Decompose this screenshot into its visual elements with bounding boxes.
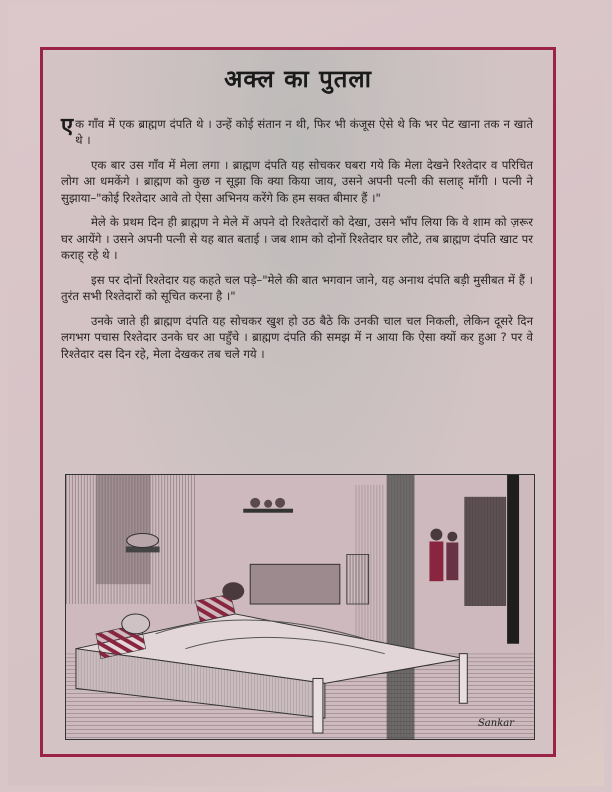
- pot-icon: [275, 498, 285, 508]
- chair: [347, 554, 369, 604]
- story-title: अक्ल का पुतला: [224, 65, 372, 93]
- trunk: [250, 564, 340, 604]
- visitor-figure: [446, 542, 458, 580]
- sleeping-man: [122, 614, 150, 634]
- drop-cap: ए: [61, 114, 74, 139]
- paragraph-3: मेले के प्रथम दिन ही ब्राह्मण ने मेले में अपने दो रिश्तेदारों को देखा, उसने भाँप लिया कि वे शाम को ज़रूर घर आयेंगे । उसने अपनी पत्नी से यह बात बताई । जब शाम को दोनों रिश्तेदार घर लौटे, तब ब्राह्मण दंपति खाट पर कराह् रहे थे ।: [61, 215, 533, 263]
- far-pillar: [507, 475, 519, 644]
- sleeping-woman: [222, 582, 244, 600]
- bedroom-scene-drawing: [66, 475, 534, 739]
- wall-shelf: [243, 509, 293, 513]
- doorway-left: [96, 475, 151, 584]
- paragraph-1: [61, 116, 533, 149]
- bed-leg: [459, 654, 467, 704]
- pot-icon: [264, 500, 272, 508]
- story-body: [61, 116, 533, 370]
- story-frame: [40, 47, 556, 757]
- bundle: [127, 534, 159, 548]
- visitor-figure: [430, 529, 442, 541]
- paragraph-2: एक बार उस गाँव में मेला लगा । ब्राह्मण दंपति यह सोचकर घबरा गये कि मेला देखने रिश्तेदार व परिचित लोग आ धमकेंगे । ब्राह्मण को कुछ न सूझा कि क्या किया जाय, उसने अपनी पत्नी की सलाह् माँगी । पत्नी ने सुझाया–"कोई रिश्तेदार आवे तो ऐसा अभिनय करेंगे कि हम सक्त बीमार हैं ।": [61, 158, 533, 205]
- story-illustration: [65, 474, 535, 740]
- pot-icon: [250, 498, 260, 508]
- paragraph-1-text: क गाँव में एक ब्राह्मण दंपति थे । उन्हें कोई संतान न थी, फिर भी कंजूस ऐसे थे कि भर पेट खाना तक न खाते थे ।: [75, 117, 533, 148]
- artist-signature: Sankar: [477, 718, 514, 729]
- visitor-figure: [447, 532, 457, 542]
- visitor-figure: [429, 541, 443, 581]
- bed-leg: [313, 678, 323, 733]
- paragraph-4: इस पर दोनों रिश्तेदार यह कहते चल पड़े–"मेले की बात भगवान जाने, यह अनाथ दंपति बड़ी मुसीबत में हैं । तुरंत सभी रिश्तेदारों को सूचित करना है ।": [61, 272, 533, 304]
- paragraph-5: उनके जाते ही ब्राह्मण दंपति यह सोचकर खुश हो उठ बैठे कि उनकी चाल चल निकली, लेकिन दूसरे दिन लगभग पचास रिश्तेदार उनके घर आ पहुँचे । ब्राह्मण दंपति की समझ में न आया कि ऐसा क्यों कर हुआ ? पर वे रिश्तेदार दस दिन रहे, मेला देखकर तब चले गये ।: [61, 313, 533, 361]
